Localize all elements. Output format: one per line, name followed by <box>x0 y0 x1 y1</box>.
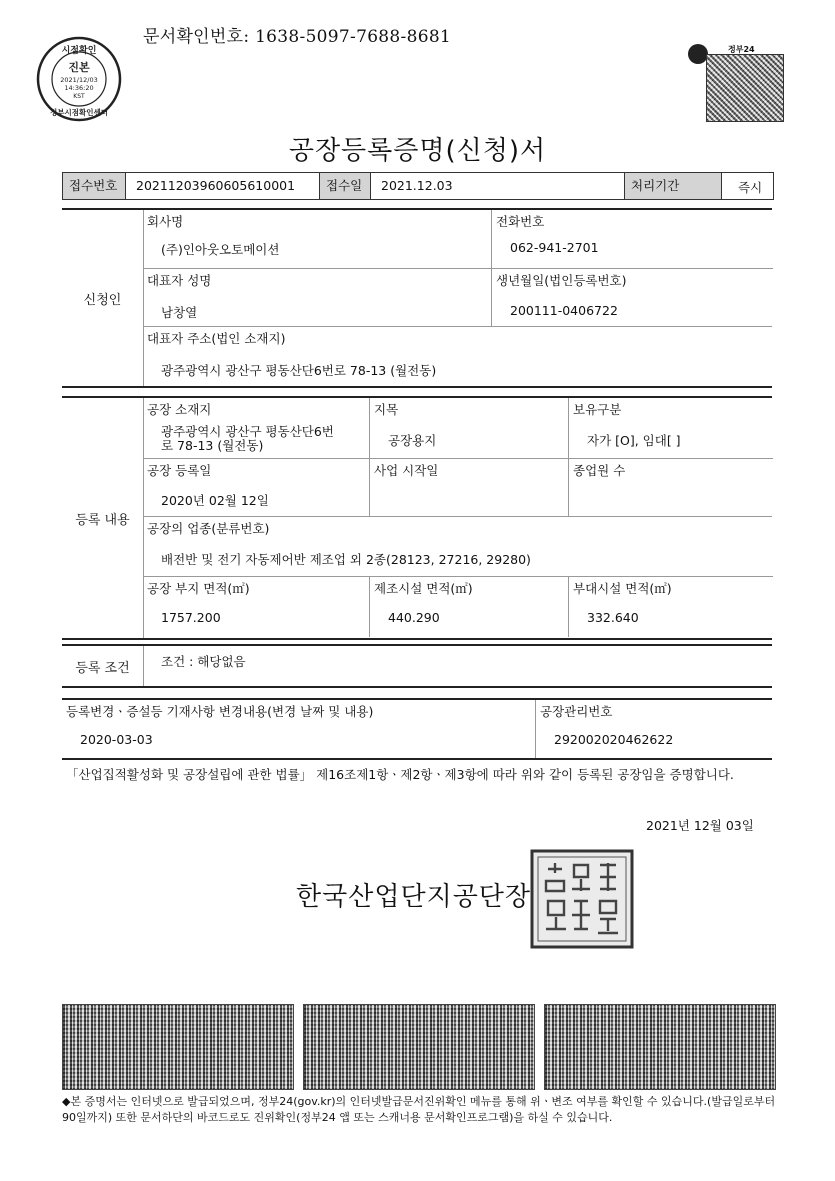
representative-value: 남창열 <box>161 305 198 320</box>
employee-count-label: 종업원 수 <box>573 463 626 478</box>
svg-text:진본: 진본 <box>68 61 90 74</box>
ownership-cell <box>568 398 773 458</box>
land-category-cell <box>369 398 569 458</box>
document-title: 공장등록증명(신청)서 <box>288 136 547 166</box>
registration-date-label: 공장 등록일 <box>147 463 212 478</box>
registration-section <box>62 396 772 640</box>
industry-label: 공장의 업종(분류번호) <box>147 521 270 536</box>
receipt-no-label: 접수번호 <box>63 173 126 199</box>
management-no-cell <box>535 700 773 758</box>
phone-value: 062-941-2701 <box>510 240 599 255</box>
changes-section <box>62 698 772 760</box>
factory-location-cell <box>143 398 369 458</box>
applicant-section-label: 신청인 <box>62 210 144 386</box>
authenticity-seal <box>36 36 122 122</box>
registration-section-label: 등록 내용 <box>62 398 144 638</box>
receipt-date-label: 접수일 <box>320 173 371 199</box>
document-number: 문서확인번호: 1638-5097-7688-8681 <box>143 27 452 47</box>
manufacturing-area-value: 440.290 <box>388 610 440 625</box>
auxiliary-area-label: 부대시설 면적(㎡) <box>573 581 672 596</box>
registration-date-value: 2020년 02월 12일 <box>161 493 269 508</box>
birth-cell <box>491 268 773 327</box>
applicant-section <box>62 208 772 388</box>
company-name-cell <box>143 210 491 268</box>
condition-section <box>62 644 772 688</box>
footer-notice: ◆본 증명서는 인터넷으로 발급되었으며, 정부24(gov.kr)의 인터넷발급문서진위확인 메뉴를 통해 위ㆍ변조 여부를 확인할 수 있습니다.(발급일로부터 90일까지) 또한 문서하단의 바코드로도 진위확인(정부24 앱 또는 스캐너용 문서확인프로그램)을 하실 수 있습니다. <box>62 1095 776 1124</box>
manufacturing-area-label: 제조시설 면적(㎡) <box>374 581 473 596</box>
qr-label: 정부24 <box>728 45 755 54</box>
management-no-value: 292002020462622 <box>554 732 674 747</box>
barcode-3 <box>544 1004 776 1090</box>
official-seal <box>530 849 634 949</box>
address-cell <box>143 326 772 385</box>
business-start-label: 사업 시작일 <box>374 463 439 478</box>
receipt-row <box>62 172 774 200</box>
issuer-name: 한국산업단지공단장 <box>296 882 532 912</box>
issue-date: 2021년 12월 03일 <box>646 818 754 833</box>
barcode-2 <box>303 1004 535 1090</box>
address-value: 광주광역시 광산구 평동산단6번로 78-13 (월전동) <box>161 363 437 378</box>
svg-text:정부시점확인센터: 정부시점확인센터 <box>50 108 108 117</box>
manufacturing-area-cell <box>369 576 569 637</box>
auxiliary-area-cell <box>568 576 773 637</box>
barcode-1 <box>62 1004 294 1090</box>
svg-text:14:36:20: 14:36:20 <box>64 84 94 92</box>
factory-location-label: 공장 소재지 <box>147 402 212 417</box>
industry-value: 배전반 및 전기 자동제어반 제조업 외 2종(28123, 27216, 29280) <box>161 552 531 567</box>
representative-label: 대표자 성명 <box>147 273 212 288</box>
changes-label: 등록변경ㆍ증설등 기재사항 변경내용(변경 날짜 및 내용) <box>66 704 374 719</box>
land-category-value: 공장용지 <box>388 433 437 448</box>
industry-cell <box>143 516 772 577</box>
site-area-value: 1757.200 <box>161 610 221 625</box>
factory-location-line2: 로 78-13 (월전동) <box>161 438 264 453</box>
condition-section-label: 등록 조건 <box>62 646 144 686</box>
registration-date-cell <box>143 458 369 517</box>
svg-text:2021/12/03: 2021/12/03 <box>60 76 98 84</box>
receipt-no-value: 20211203960605610001 <box>126 173 320 199</box>
phone-label: 전화번호 <box>496 214 545 229</box>
condition-value: 조건 : 해당없음 <box>161 654 246 669</box>
address-label: 대표자 주소(법인 소재지) <box>147 331 286 346</box>
company-name-label: 회사명 <box>147 214 184 229</box>
land-category-label: 지목 <box>374 402 399 417</box>
employee-count-cell <box>568 458 773 517</box>
business-start-cell <box>369 458 569 517</box>
condition-cell <box>143 646 772 686</box>
changes-cell <box>62 700 535 758</box>
site-area-label: 공장 부지 면적(㎡) <box>147 581 250 596</box>
processing-period-label: 처리기간 <box>625 173 722 199</box>
birth-label: 생년월일(법인등록번호) <box>496 273 627 288</box>
qr-code <box>688 44 782 120</box>
ownership-value: 자가 [O], 임대[ ] <box>587 433 681 448</box>
svg-text:시점확인: 시점확인 <box>61 46 97 56</box>
factory-location-line1: 광주광역시 광산구 평동산단6번 <box>161 424 334 439</box>
birth-value: 200111-0406722 <box>510 303 618 318</box>
representative-cell <box>143 268 491 327</box>
site-area-cell <box>143 576 369 637</box>
receipt-date-value: 2021.12.03 <box>371 173 625 199</box>
auxiliary-area-value: 332.640 <box>587 610 639 625</box>
processing-period-value: 즉시 <box>738 180 763 195</box>
legal-statement: 「산업집적활성화 및 공장설립에 관한 법률」 제16조제1항ㆍ제2항ㆍ제3항에 따라 위와 같이 등록된 공장임을 증명합니다. <box>66 767 734 782</box>
changes-value: 2020-03-03 <box>80 732 153 747</box>
svg-text:KST: KST <box>73 93 85 100</box>
company-name-value: (주)인아웃오토메이션 <box>161 242 280 257</box>
ownership-label: 보유구분 <box>573 402 622 417</box>
management-no-label: 공장관리번호 <box>540 704 613 719</box>
phone-cell <box>491 210 773 268</box>
